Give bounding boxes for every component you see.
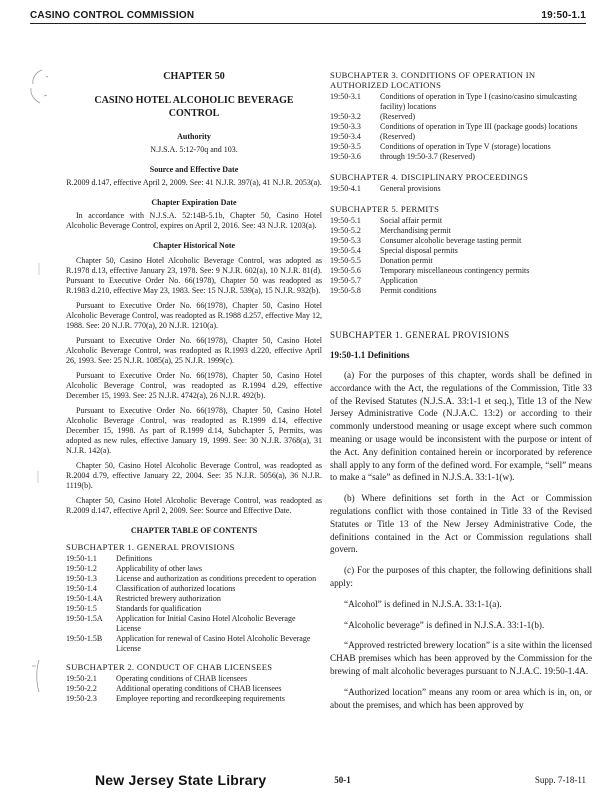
toc-text: Merchandising permit bbox=[380, 226, 451, 235]
expiration-text: In accordance with N.J.S.A. 52:14B-5.1b, Chapter 50, Casino Hotel Alcoholic Beverage Control, expires on April 2, 2016. See: 43 N.J.R. 1203(a). bbox=[66, 211, 322, 230]
toc-number: 19:50-5.6 bbox=[330, 266, 361, 275]
toc-number: 19:50-5.2 bbox=[330, 226, 361, 235]
toc-entry bbox=[330, 92, 592, 112]
toc-number: 19:50-5.5 bbox=[330, 256, 361, 265]
toc-number: 19:50-3.4 bbox=[330, 132, 361, 141]
authority-text: N.J.S.A. 5:12-70q and 103. bbox=[150, 145, 238, 154]
scan-speck-mark bbox=[35, 470, 41, 484]
toc-number: 19:50-1.5A bbox=[66, 614, 103, 623]
toc-number: 19:50-1.5B bbox=[66, 634, 103, 643]
scan-speck-mark bbox=[36, 262, 42, 276]
toc-text: Restricted brewery authorization bbox=[116, 594, 221, 603]
expiration-heading: Chapter Expiration Date bbox=[151, 198, 237, 207]
toc-entry bbox=[66, 594, 322, 604]
library-logo-text: New Jersey State Library bbox=[95, 772, 267, 788]
toc-text: Classification of authorized locations bbox=[116, 584, 236, 593]
body-subchapter-heading: SUBCHAPTER 1. GENERAL PROVISIONS bbox=[330, 330, 510, 340]
toc-text: Consumer alcoholic beverage tasting permit bbox=[380, 236, 522, 245]
toc-number: 19:50-5.4 bbox=[330, 246, 361, 255]
source-text: R.2009 d.147, effective April 2, 2009. See: 41 N.J.R. 397(a), 41 N.J.R. 2053(a). bbox=[66, 178, 322, 187]
toc-entry bbox=[330, 142, 592, 152]
toc-text: Definitions bbox=[116, 554, 152, 563]
toc-subchapter-1: SUBCHAPTER 1. GENERAL PROVISIONS bbox=[66, 542, 235, 552]
toc-text: Temporary miscellaneous contingency permits bbox=[380, 266, 530, 275]
toc-text: Conditions of operation in Type V (storage) locations bbox=[380, 142, 551, 151]
toc-entry bbox=[66, 614, 322, 634]
running-head-section: 19:50-1.1 bbox=[541, 10, 586, 21]
definition-entry: “Approved restricted brewery location” is a site within the licensed CHAB premises which has been approved by the Commission for the brewing of malt alcoholic beverages pursuant to N.J.A.C. 19:50-1.4A. bbox=[330, 640, 592, 676]
toc-entry bbox=[330, 184, 592, 194]
toc-number: 19:50-5.7 bbox=[330, 276, 361, 285]
toc-entry bbox=[330, 152, 592, 162]
section-title: 19:50-1.1 Definitions bbox=[330, 350, 410, 360]
history-note: Chapter 50, Casino Hotel Alcoholic Beverage Control, was readopted as R.2009 d.147, effective April 2, 2009. See: Source and Effective Date. bbox=[66, 496, 322, 515]
toc-number: 19:50-1.2 bbox=[66, 564, 97, 573]
toc-text: Applicability of other laws bbox=[116, 564, 202, 573]
section-paragraph: (a) For the purposes of this chapter, words shall be defined in accordance with the Act, the regulations of the Commission, Title 33 of the Revised Statutes (N.J.S.A. 33:1-1 et seq.), Title 13 of the New Jersey Administrative Code (N.J.A.C. 13:2) or according to their commonly understood meaning or usage except where such common meaning or usage would be inconsistent with the purpose or intent of the Act. Any definition contained herein or incorporated by reference shall apply to any form of the defined word. For example, “sell” means to make a “sale” as defined in N.J.S.A. 33:1-1(w). bbox=[330, 370, 592, 483]
history-note: Pursuant to Executive Order No. 66(1978), Chapter 50, Casino Hotel Alcoholic Beverage Control, was readopted as R.1999 d.14, effective December 15, 1998. As part of R.1999 d.14, Subchapter 5, Permits, was adopted as new rules, effective January 19, 1999. See: 30 N.J.R. 3768(a), 31 N.J.R. 142(a). bbox=[66, 406, 322, 455]
toc-number: 19:50-3.6 bbox=[330, 152, 361, 161]
toc-text: through 19:50-3.7 (Reserved) bbox=[380, 152, 475, 161]
section-paragraph: (b) Where definitions set forth in the Act or Commission regulations conflict with those contained in Title 33 of the Revised Statutes or Title 13 of the New Jersey Administrative Code, the definitions contained in the Act or Commission regulations shall govern. bbox=[330, 493, 592, 555]
toc-entry bbox=[330, 276, 592, 286]
toc-subchapter-5: SUBCHAPTER 5. PERMITS bbox=[330, 204, 440, 214]
definition-entry: “Alcoholic beverage” is defined in N.J.S.A. 33:1-1(b). bbox=[344, 619, 545, 630]
toc-text: Social affair permit bbox=[380, 216, 443, 225]
history-heading: Chapter Historical Note bbox=[152, 241, 236, 250]
toc-text: Application for Initial Casino Hotel Alcoholic Beverage License bbox=[116, 614, 296, 633]
toc-text: Conditions of operation in Type III (package goods) locations bbox=[380, 122, 578, 131]
definition-entry: “Authorized location” means any room or area which is in, on, or about the premises, and which has been approved by bbox=[330, 686, 592, 710]
chapter-title: CASINO HOTEL ALCOHOLIC BEVERAGE CONTROL bbox=[94, 95, 294, 119]
page-footer bbox=[95, 770, 586, 790]
history-note: Chapter 50, Casino Hotel Alcoholic Beverage Control, was adopted as R.1978 d.13, effective January 23, 1978. See: 9 N.J.R. 602(a), 10 N.J.R. 81(d). Pursuant to Executive Order No. 66(1978), Chapter 50 was readopted as R.1983 d.210, effective May 23, 1983. See: 15 N.J.R. 539(a), 15 N.J.R. 932(b). bbox=[66, 256, 322, 295]
scan-speck-mark bbox=[28, 68, 52, 106]
toc-text: Standards for qualification bbox=[116, 604, 202, 613]
toc-entry bbox=[330, 132, 592, 142]
toc-number: 19:50-5.3 bbox=[330, 236, 361, 245]
toc-number: 19:50-1.5 bbox=[66, 604, 97, 613]
toc-entry bbox=[330, 236, 592, 246]
toc-text: General provisions bbox=[380, 184, 441, 193]
toc-number: 19:50-1.3 bbox=[66, 574, 97, 583]
toc-entry bbox=[66, 694, 322, 704]
toc-number: 19:50-3.2 bbox=[330, 112, 361, 121]
toc-number: 19:50-3.1 bbox=[330, 92, 361, 101]
history-note: Pursuant to Executive Order No. 66(1978), Chapter 50, Casino Hotel Alcoholic Beverage Control, was readopted as R.1993 d.220, effective April 26, 1993. See: 25 N.J.R. 1085(a), 25 N.J.R. 1999(c). bbox=[66, 336, 322, 365]
toc-number: 19:50-2.1 bbox=[66, 674, 97, 683]
toc-text: Employee reporting and recordkeeping requirements bbox=[116, 694, 285, 703]
toc-text: Application for renewal of Casino Hotel Alcoholic Beverage License bbox=[116, 634, 311, 653]
toc-text: Application bbox=[380, 276, 418, 285]
toc-entry bbox=[330, 122, 592, 132]
scan-speck-mark bbox=[30, 656, 46, 696]
toc-number: 19:50-5.1 bbox=[330, 216, 361, 225]
toc-entry bbox=[66, 574, 322, 584]
toc-subchapter-3: SUBCHAPTER 3. CONDITIONS OF OPERATION IN AUTHORIZED LOCATIONS bbox=[330, 70, 536, 90]
toc-entry bbox=[66, 584, 322, 594]
toc-entry bbox=[66, 634, 322, 654]
toc-entry bbox=[66, 674, 322, 684]
toc-entry bbox=[330, 286, 592, 296]
toc-number: 19:50-4.1 bbox=[330, 184, 361, 193]
toc-text: Donation permit bbox=[380, 256, 433, 265]
toc-number: 19:50-5.8 bbox=[330, 286, 361, 295]
toc-entry bbox=[330, 256, 592, 266]
toc-text: (Reserved) bbox=[380, 112, 416, 121]
toc-heading: CHAPTER TABLE OF CONTENTS bbox=[130, 526, 258, 535]
toc-entry bbox=[330, 246, 592, 256]
toc-entry bbox=[330, 226, 592, 236]
authority-heading: Authority bbox=[177, 132, 211, 141]
toc-entry bbox=[66, 554, 322, 564]
toc-text: Special disposal permits bbox=[380, 246, 458, 255]
section-paragraph: (c) For the purposes of this chapter, the following definitions shall apply: bbox=[330, 565, 592, 588]
definition-entry: “Alcohol” is defined in N.J.S.A. 33:1-1(a). bbox=[344, 598, 502, 609]
toc-subchapter-4: SUBCHAPTER 4. DISCIPLINARY PROCEEDINGS bbox=[330, 172, 529, 182]
toc-entry bbox=[66, 684, 322, 694]
toc-number: 19:50-1.4A bbox=[66, 594, 103, 603]
toc-entry bbox=[330, 112, 592, 122]
toc-text: Operating conditions of CHAB licensees bbox=[116, 674, 248, 683]
chapter-number: CHAPTER 50 bbox=[163, 71, 225, 82]
toc-text: Additional operating conditions of CHAB licensees bbox=[116, 684, 282, 693]
history-note: Chapter 50, Casino Hotel Alcoholic Beverage Control, was readopted as R.2004 d.79, effective January 22, 2004. See: 35 N.J.R. 5056(a), 36 N.J.R. 1119(b). bbox=[66, 461, 322, 490]
toc-text: (Reserved) bbox=[380, 132, 416, 141]
toc-entry bbox=[330, 216, 592, 226]
page-number: 50-1 bbox=[334, 775, 351, 785]
header-rule bbox=[30, 23, 586, 24]
supplement-date: Supp. 7-18-11 bbox=[534, 775, 586, 785]
toc-text: Permit conditions bbox=[380, 286, 437, 295]
running-head-title: CASINO CONTROL COMMISSION bbox=[30, 10, 195, 21]
toc-number: 19:50-3.3 bbox=[330, 122, 361, 131]
source-heading: Source and Effective Date bbox=[149, 165, 239, 174]
toc-text: Conditions of operation in Type I (casino/casino simulcasting facility) locations bbox=[380, 92, 577, 111]
toc-number: 19:50-1.4 bbox=[66, 584, 97, 593]
toc-number: 19:50-3.5 bbox=[330, 142, 361, 151]
toc-number: 19:50-2.3 bbox=[66, 694, 97, 703]
running-head bbox=[30, 7, 586, 21]
toc-text: License and authorization as conditions precedent to operation bbox=[116, 574, 317, 583]
toc-number: 19:50-1.1 bbox=[66, 554, 97, 563]
toc-entry bbox=[66, 564, 322, 574]
toc-number: 19:50-2.2 bbox=[66, 684, 97, 693]
toc-subchapter-2: SUBCHAPTER 2. CONDUCT OF CHAB LICENSEES bbox=[66, 662, 273, 672]
toc-entry bbox=[66, 604, 322, 614]
toc-entry bbox=[330, 266, 592, 276]
history-note: Pursuant to Executive Order No. 66(1978), Chapter 50, Casino Hotel Alcoholic Beverage Control, was readopted as R.1988 d.257, effective May 12, 1988. See: 20 N.J.R. 770(a), 20 N.J.R. 1210(a). bbox=[66, 301, 322, 330]
left-column bbox=[66, 66, 322, 704]
right-column bbox=[330, 70, 592, 719]
history-note: Pursuant to Executive Order No. 66(1978), Chapter 50, Casino Hotel Alcoholic Beverage Control, was readopted as R.1994 d.29, effective December 15, 1993. See: 25 N.J.R. 4742(a), 26 N.J.R. 492(b). bbox=[66, 371, 322, 400]
